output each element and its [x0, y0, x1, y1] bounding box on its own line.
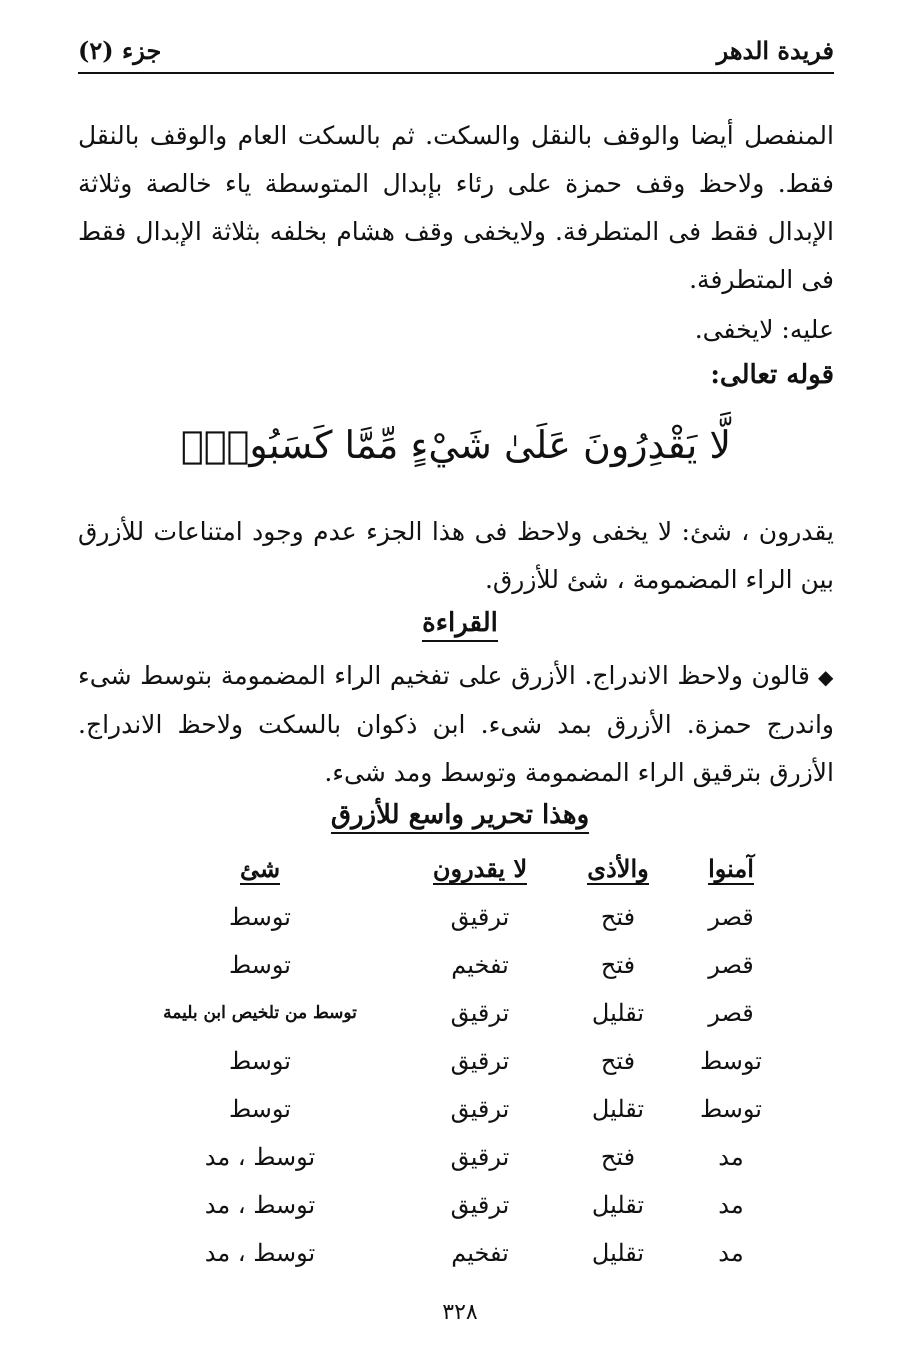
- table-cell: مد: [718, 1191, 744, 1219]
- table-cell: قصر: [708, 999, 754, 1027]
- table-cell: تفخيم: [451, 1239, 509, 1267]
- table-cell: تفخيم: [451, 951, 509, 979]
- section-title-tahrir: [0, 800, 920, 830]
- diamond-bullet-icon: ◆: [817, 665, 834, 689]
- column-header-aladha: والأذى: [587, 854, 649, 883]
- column-header-shay: شئ: [239, 854, 281, 883]
- header-divider: [78, 72, 834, 74]
- table-cell: تقليل: [591, 999, 645, 1027]
- table-cell: ترقيق: [450, 999, 510, 1027]
- table-cell: ترقيق: [450, 1191, 510, 1219]
- table-header-row: [0, 845, 920, 893]
- column-header-amanu: آمنوا: [708, 854, 754, 883]
- table-row: [0, 941, 920, 989]
- table-cell: تقليل: [591, 1191, 645, 1219]
- table-row: [0, 989, 920, 1037]
- part-label: جزء (٢): [78, 36, 162, 65]
- table-cell: توسط: [229, 1047, 291, 1075]
- table-cell: توسط ، مد: [204, 1143, 316, 1171]
- table-cell: ترقيق: [450, 1095, 510, 1123]
- table-cell: توسط: [700, 1095, 762, 1123]
- table-row: [0, 1037, 920, 1085]
- table-cell: توسط: [700, 1047, 762, 1075]
- tahrir-table: [0, 845, 920, 1277]
- table-cell: تقليل: [591, 1095, 645, 1123]
- table-cell: فتح: [600, 951, 636, 979]
- table-cell: مد: [718, 1143, 744, 1171]
- column-header-la-yaqdirun: لا يقدرون: [432, 854, 528, 883]
- table-row: [0, 1133, 920, 1181]
- section-title-tahrir-text: وهذا تحرير واسع للأزرق: [331, 800, 589, 834]
- verse-heading: قوله تعالى:: [710, 360, 834, 390]
- table-cell: توسط ، مد: [204, 1239, 316, 1267]
- body-paragraph-3: يقدرون ، شئ: لا يخفى ولاحظ فى هذا الجزء عدم وجود امتناعات للأزرق بين الراء المضمومة ، شئ للأزرق.: [78, 517, 834, 594]
- table-cell: ترقيق: [450, 903, 510, 931]
- table-cell: توسط: [229, 903, 291, 931]
- page-number: ٣٢٨: [442, 1300, 478, 1325]
- body-paragraph-2: عليه: لايخفى.: [694, 315, 834, 344]
- section-title-qiraah-text: القراءة: [422, 608, 498, 642]
- table-cell: ترقيق: [450, 1143, 510, 1171]
- table-cell: قصر: [708, 903, 754, 931]
- table-cell: ترقيق: [450, 1047, 510, 1075]
- qiraah-paragraph: [78, 652, 834, 797]
- table-cell: فتح: [600, 1143, 636, 1171]
- table-cell: مد: [718, 1239, 744, 1267]
- table-cell: فتح: [600, 903, 636, 931]
- section-title-qiraah: [0, 608, 920, 638]
- table-cell: توسط ، مد: [204, 1191, 316, 1219]
- table-row: [0, 1181, 920, 1229]
- table-cell: توسط من تلخيص ابن بليمة: [163, 1003, 357, 1023]
- table-row: [0, 1229, 920, 1277]
- table-row: [0, 1085, 920, 1133]
- qiraah-text: قالون ولاحظ الاندراج. الأزرق على تفخيم الراء المضمومة بتوسط شىء واندرج حمزة. الأزرق بمد شىء. ابن ذكوان بالسكت ولاحظ الاندراج. الأزرق بترقيق الراء المضمومة وتوسط ومد شىء.: [78, 661, 834, 787]
- book-title: فريدة الدهر: [716, 36, 834, 65]
- table-cell: توسط: [229, 1095, 291, 1123]
- table-cell: تقليل: [591, 1239, 645, 1267]
- table-row: [0, 893, 920, 941]
- running-header: [78, 30, 834, 70]
- quran-verse: لَّا يَقْدِرُونَ عَلَىٰ شَيْءٍ مِّمَّا كَسَبُوا۟ۗ: [180, 423, 732, 467]
- table-cell: توسط: [229, 951, 291, 979]
- table-cell: قصر: [708, 951, 754, 979]
- body-paragraph-1: المنفصل أيضا والوقف بالنقل والسكت. ثم بالسكت العام والوقف بالنقل فقط. ولاحظ وقف حمزة على رئاء بإبدال المتوسطة ياء خالصة وثلاثة الإبدال فقط فى المتطرفة. ولايخفى وقف هشام بخلفه بثلاثة الإبدال فقط فى المتطرفة.: [78, 121, 834, 294]
- table-cell: فتح: [600, 1047, 636, 1075]
